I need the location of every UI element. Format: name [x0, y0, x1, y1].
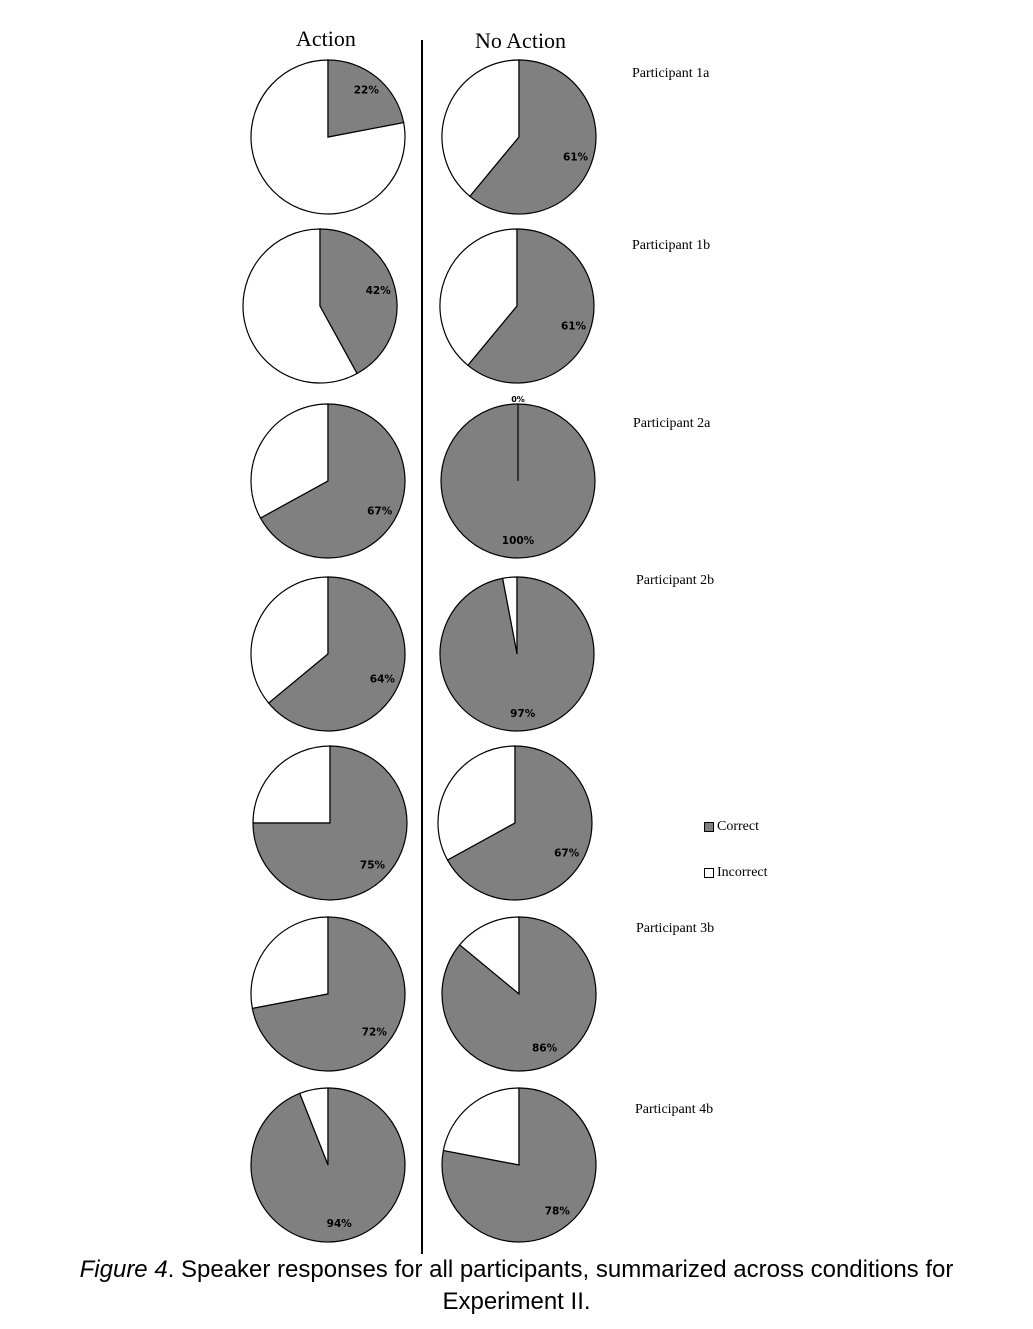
pie-no-action-5-correct-label: 67%: [554, 847, 580, 860]
pie-action-7-correct-label: 94%: [326, 1217, 352, 1230]
caption-line-1: [0, 1254, 1033, 1286]
participant-label-4b: Participant 4b: [635, 1102, 714, 1117]
pie-action-6-incorrect-slice: [251, 917, 328, 1008]
pie-action-5-incorrect-slice: [253, 746, 330, 823]
legend-correct-swatch: [704, 822, 714, 832]
participant-label-1a: Participant 1a: [632, 66, 710, 81]
legend-correct-label: Correct: [717, 819, 759, 834]
pie-action-6-correct-label: 72%: [361, 1026, 387, 1039]
participant-label-2a: Participant 2a: [633, 416, 711, 431]
legend-incorrect: [704, 865, 768, 881]
caption-line-2: Experiment II.: [442, 1288, 591, 1315]
pie-no-action-3-correct-label: 100%: [501, 535, 535, 548]
pie-action-2-correct-label: 42%: [365, 285, 391, 298]
caption-figure-label: Figure 4: [79, 1256, 168, 1283]
participant-label-1b: Participant 1b: [632, 238, 711, 253]
participant-label-3b: Participant 3b: [636, 921, 715, 936]
figure-caption: [0, 1254, 1033, 1318]
participant-label-2b: Participant 2b: [636, 573, 715, 588]
legend-incorrect-swatch: [704, 868, 714, 878]
no-action-column-header: No Action: [475, 28, 567, 53]
pie-action-3-correct-label: 67%: [367, 505, 393, 518]
pie-no-action-4-correct-label: 97%: [510, 707, 536, 720]
pie-no-action-7-correct-label: 78%: [544, 1205, 570, 1218]
legend-incorrect-label: Incorrect: [717, 865, 768, 880]
pie-action-1-correct-label: 22%: [353, 84, 379, 97]
pie-action-5-correct-label: 75%: [359, 859, 386, 872]
pie-no-action-1-correct-label: 61%: [562, 151, 589, 164]
caption-text: . Speaker responses for all participants, summarized across conditions for: [167, 1256, 954, 1283]
legend-correct: [704, 819, 759, 835]
pie-no-action-2-correct-label: 61%: [560, 320, 587, 333]
pie-action-4-correct-label: 64%: [369, 673, 395, 686]
pie-no-action-6-correct-label: 86%: [532, 1042, 558, 1055]
action-column-header: Action: [296, 26, 356, 51]
pie-no-action-3-incorrect-label: 0%: [511, 395, 525, 404]
